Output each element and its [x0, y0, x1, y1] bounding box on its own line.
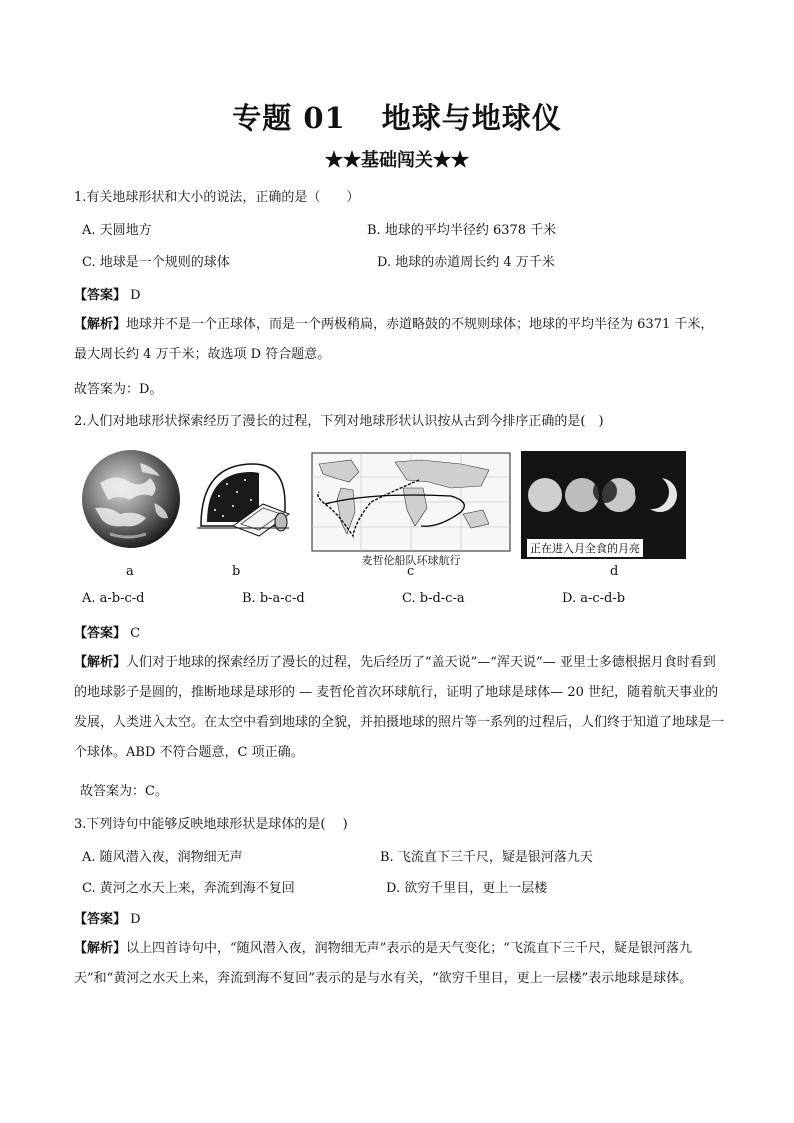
section-subtitle: ★★基础闯关★★ — [325, 150, 469, 171]
analysis-text: 以上四首诗句中，“随风潜入夜，润物细无声”表示的是天气变化；“飞流直下三千尺，疑是银河落九天”和“黄河之水天上来，奔流到海不复回”表示的是与水有关，“欲穷千里目，更上一层楼”表示地球是球体。 — [74, 941, 693, 986]
figure-c-caption: 麦哲伦船队环球航行 — [361, 554, 461, 567]
q2-option-d: D. a-c-d-b — [562, 591, 626, 606]
figure-c-label: c — [407, 564, 415, 579]
q1-option-a: A. 天圆地方 — [82, 223, 152, 238]
figure-b-dome-model — [193, 456, 293, 548]
q3-option-c: C. 黄河之水天上来，奔流到海不复回 — [82, 881, 295, 896]
answer-tag: 【答案】 — [74, 912, 127, 927]
q2-analysis — [74, 648, 724, 768]
q3-answer — [74, 908, 141, 927]
q3-option-a: A. 随风潜入夜，润物细无声 — [82, 850, 243, 865]
answer-value: D — [130, 288, 141, 303]
q1-option-d: D. 地球的赤道周长约 4 万千米 — [377, 255, 555, 270]
figure-a-earth-photo — [80, 448, 182, 550]
q2-option-a: A. a-b-c-d — [82, 591, 145, 606]
q3-option-d: D. 欲穷千里目，更上一层楼 — [386, 881, 548, 896]
q2-option-b: B. b-a-c-d — [242, 591, 305, 606]
q1-option-b: B. 地球的平均半径约 6378 千米 — [367, 223, 557, 238]
q2-conclusion: 故答案为：C。 — [80, 784, 168, 799]
q2-option-c: C. b-d-c-a — [402, 591, 465, 606]
q3-option-b: B. 飞流直下三千尺，疑是银河落九天 — [380, 850, 593, 865]
answer-value: C — [130, 626, 141, 641]
q1-analysis — [74, 310, 724, 370]
title-part-2: 地球与地球仪 — [381, 101, 562, 135]
figure-b-label: b — [232, 564, 241, 579]
q1-option-c: C. 地球是一个规则的球体 — [82, 255, 230, 270]
q2-stem: 2.人们对地球形状探索经历了漫长的过程，下列对地球形状认识按从古到今排序正确的是( ) — [74, 414, 604, 429]
figure-d-lunar-eclipse — [521, 451, 686, 559]
q3-analysis — [74, 934, 724, 994]
q2-answer — [74, 622, 140, 641]
answer-value: D — [130, 912, 141, 927]
answer-tag: 【答案】 — [74, 626, 127, 641]
q1-answer — [74, 284, 141, 303]
figure-d-label: d — [610, 564, 619, 579]
figure-a-label: a — [126, 564, 134, 579]
title-part-1: 专题 01 — [232, 101, 346, 135]
analysis-tag: 【解析】 — [74, 317, 127, 332]
figure-d-caption: 正在进入月全食的月亮 — [527, 539, 643, 557]
figure-c-voyage-map — [311, 452, 511, 568]
q1-conclusion: 故答案为：D。 — [74, 382, 163, 397]
q1-stem: 1.有关地球形状和大小的说法，正确的是（ ） — [74, 190, 360, 205]
page-title — [0, 96, 794, 137]
q3-stem: 3.下列诗句中能够反映地球形状是球体的是( ) — [74, 817, 348, 832]
analysis-text: 地球并不是一个正球体，而是一个两极稍扁，赤道略鼓的不规则球体；地球的平均半径为 6371 千米，最大周长约 4 万千米；故选项 D 符合题意。 — [74, 317, 714, 362]
analysis-tag: 【解析】 — [74, 941, 127, 956]
analysis-text: 人们对于地球的探索经历了漫长的过程，先后经历了“盖天说”—“浑天说”— 亚里士多德根据月食时看到的地球影子是圆的，推断地球是球形的 — 麦哲伦首次环球航行，证明了地球是球体— 20 世纪，随着航天事业的发展，人类进入太空。在太空中看到地球的全貌，并拍摄地球的照片等一系列的过程后，人们终于知道了地球是一个球体。ABD 不符合题意，C 项正确。 — [74, 655, 725, 760]
answer-tag: 【答案】 — [74, 288, 127, 303]
analysis-tag: 【解析】 — [74, 655, 127, 670]
